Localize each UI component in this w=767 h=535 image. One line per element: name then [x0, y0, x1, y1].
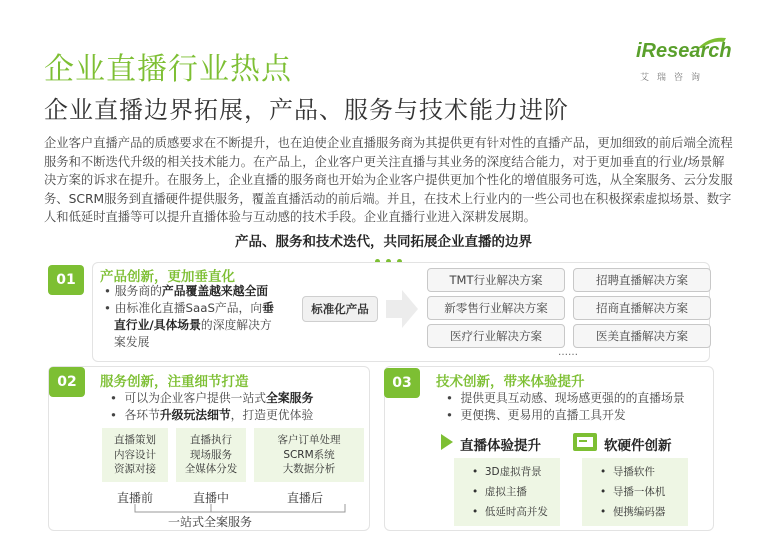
logo-subtext: 艾瑞咨询 [640, 73, 709, 83]
software-hardware-list [582, 458, 688, 526]
play-icon [440, 433, 454, 451]
section-service-title: 服务创新，注重细节打造 [100, 374, 249, 390]
service-item: 资源对接 [114, 463, 156, 475]
service-item: 现场服务 [190, 448, 232, 461]
more-ellipsis: …… [558, 347, 578, 358]
intro-paragraph: 企业客户直播产品的质感要求在不断提升，也在迫使企业直播服务商为其提供更有针对性的直播产品，更加细致的前后端全流程服务和不断迭代升级的相关技术能力。在产品上，企业客户更关注直播与其业务的深度结合能力，对于更加垂直的行业/场景解决方案的诉求在提升。在服务上，企业直播的服务商也开始为企业客户提供更加个性化的增值服务可选，从全案服务、云分发服务、SCRM服务到直播硬件提供服务，覆盖直播活动的前后端。并且，在技术上行业内的一些公司也在积极探索虚拟场景、数字人和低延时直播等可以提升直播体验与互动感的技术手段。企业直播行业进入深耕发展期。 [44, 136, 733, 225]
bullet-item: • 提供更具互动感、现场感更强的的直播场景 [446, 391, 685, 405]
stage-label: 直播后 [286, 491, 323, 505]
section-tech-bullets [446, 390, 711, 424]
solution-box: 招商直播解决方案 [573, 296, 711, 320]
section-service-bullets [110, 390, 365, 424]
live-services [176, 428, 246, 482]
solution-box: 医美直播解决方案 [573, 324, 711, 348]
section-number-01: 01 [48, 265, 84, 295]
section-tech-title: 技术创新，带来体验提升 [436, 374, 585, 390]
service-item: 全媒体分发 [184, 463, 238, 475]
list-item: • 低延时高并发 [472, 506, 548, 518]
one-stop-label: 一站式全案服务 [167, 515, 252, 529]
experience-title: 直播体验提升 [460, 438, 541, 454]
bullet-item: • 由标准化直播SaaS产品，向垂 [104, 301, 274, 315]
stage-label: 直播前 [116, 491, 153, 505]
solution-box: TMT行业解决方案 [427, 268, 565, 292]
experience-list [454, 458, 560, 526]
post-live-services [254, 428, 364, 482]
pre-live-services [102, 428, 168, 482]
service-item: 内容设计 [114, 448, 156, 461]
bullet-item-cont: 案发展 [114, 335, 150, 349]
service-item: 大数据分析 [282, 463, 336, 475]
solution-box: 招聘直播解决方案 [573, 268, 711, 292]
section-product-bullets [104, 283, 299, 351]
list-item: • 3D虚拟背景 [472, 466, 542, 478]
bullet-item-cont: 直行业/具体场景的深度解决方 [114, 318, 272, 332]
service-item: 客户订单处理 [277, 434, 341, 446]
solution-box: 新零售行业解决方案 [427, 296, 565, 320]
service-item: SCRM系统 [283, 448, 335, 461]
service-item: 直播执行 [190, 434, 232, 446]
arrow-right-icon [386, 290, 418, 328]
section-number-03: 03 [384, 368, 420, 398]
list-item: • 虚拟主播 [472, 486, 527, 498]
service-item: 直播策划 [114, 434, 156, 446]
standard-product-box: 标准化产品 [302, 296, 378, 322]
bullet-item: • 可以为企业客户提供一站式全案服务 [110, 391, 314, 405]
page-title: 企业直播行业热点 [44, 52, 292, 87]
bullet-item: • 服务商的产品覆盖越来越全面 [104, 284, 269, 298]
page-subtitle: 企业直播边界拓展，产品、服务与技术能力进阶 [44, 96, 569, 124]
bullet-item: • 更便携、更易用的直播工具开发 [446, 408, 626, 422]
iresearch-logo [636, 40, 732, 84]
bullet-item: • 各环节升级玩法细节，打造更优体验 [110, 408, 314, 422]
logo-text: iResearch [636, 40, 732, 62]
list-item: • 导播软件 [600, 466, 655, 478]
hardware-icon [572, 431, 598, 455]
section-number-02: 02 [49, 367, 85, 397]
section-product-title: 产品创新，更加垂直化 [100, 269, 235, 285]
list-item: • 便携编码器 [600, 506, 666, 518]
list-item: • 导播一体机 [600, 486, 666, 498]
diagram-title: 产品、服务和技术迭代，共同拓展企业直播的边界 [235, 234, 532, 250]
solution-box: 医疗行业解决方案 [427, 324, 565, 348]
software-hardware-title: 软硬件创新 [604, 438, 672, 454]
stage-label: 直播中 [192, 491, 229, 505]
